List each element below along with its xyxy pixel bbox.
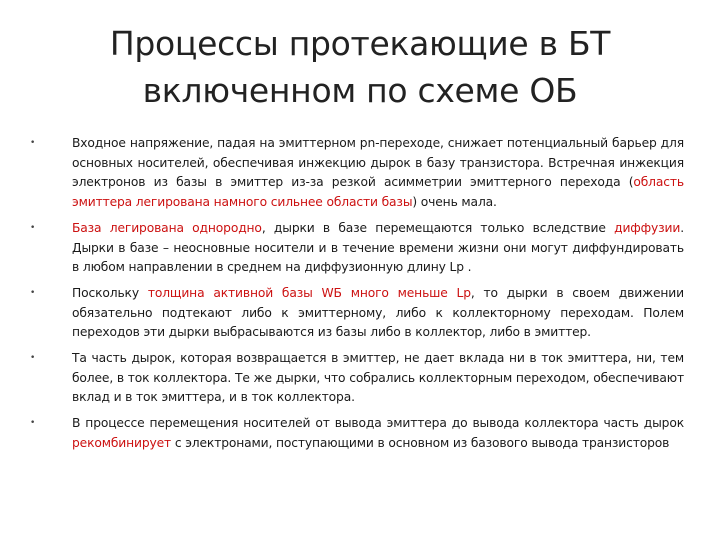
bullet-dot-icon: • xyxy=(30,287,36,298)
bullet-2-highlight-a: База легирована однородно xyxy=(72,220,262,235)
bullet-text-5 xyxy=(72,414,684,453)
bullet-3-text-b: , то дырки в своем движении обязательно подтекают либо к эмиттерному, либо к коллекторному переходам. Полем переходов эти дырки выбрасываются из базы либо в коллектор, либо в эмиттер. xyxy=(72,285,684,340)
bullet-text-2 xyxy=(72,219,684,278)
title-line-2: включенном по схеме ОБ xyxy=(142,71,578,110)
bullet-item-5 xyxy=(0,414,720,453)
bullet-item-4 xyxy=(0,349,720,408)
bullet-dot-icon: • xyxy=(30,353,36,364)
bullet-2-highlight-b: диффузии xyxy=(614,220,681,235)
bullet-1-highlight: область эмиттера легирована намного сильнее области базы xyxy=(72,175,684,210)
bullet-text-3 xyxy=(72,284,684,343)
bullet-3-text-a: Поскольку xyxy=(72,285,148,300)
bullet-dot-icon: • xyxy=(30,418,36,429)
title-line-1: Процессы протекающие в БТ xyxy=(109,24,611,63)
bullet-item-1 xyxy=(0,134,720,213)
bullet-text-1 xyxy=(72,134,684,213)
bullet-5-text-b: с электронами, поступающими в основном из базового вывода транзисторов xyxy=(171,435,670,450)
bullet-1-text-b: ) очень мала. xyxy=(412,195,497,210)
bullet-3-highlight: толщина активной базы WБ много меньше Lp xyxy=(147,285,471,300)
bullet-2-text-a: , дырки в базе перемещаются только вследствие xyxy=(261,220,615,235)
bullet-5-highlight: рекомбинирует xyxy=(72,435,172,450)
bullet-dot-icon: • xyxy=(30,138,36,148)
bullet-2-text-b: . Дырки в базе – неосновные носители и в течение времени жизни они могут диффундировать в любом направлении в среднем на диффузионную длину Lp . xyxy=(72,220,684,275)
bullet-list xyxy=(0,134,720,454)
bullet-dot-icon: • xyxy=(30,222,36,233)
bullet-item-2 xyxy=(0,219,720,278)
bullet-4-text: Та часть дырок, которая возвращается в эмиттер, не дает вклада ни в ток эмиттера, ни, тем более, в ток коллектора. Те же дырки, что собрались коллекторным переходом, обеспечивают вклад и в ток эмиттера, и в ток коллектора. xyxy=(72,351,684,405)
slide-title xyxy=(60,20,660,114)
bullet-text-4 xyxy=(72,349,684,408)
bullet-5-text-a: В процессе перемещения носителей от вывода эмиттера до вывода коллектора часть дырок xyxy=(72,416,684,431)
bullet-item-3 xyxy=(0,284,720,343)
bullet-1-text-a: Входное напряжение, падая на эмиттерном pn-переходе, снижает потенциальный барьер для основных носителей, обеспечивая инжекцию дырок в базу транзистора. Встречная инжекция электронов из базы в эмиттер из-за резкой асимметрии эмиттерного перехода ( xyxy=(72,136,684,190)
